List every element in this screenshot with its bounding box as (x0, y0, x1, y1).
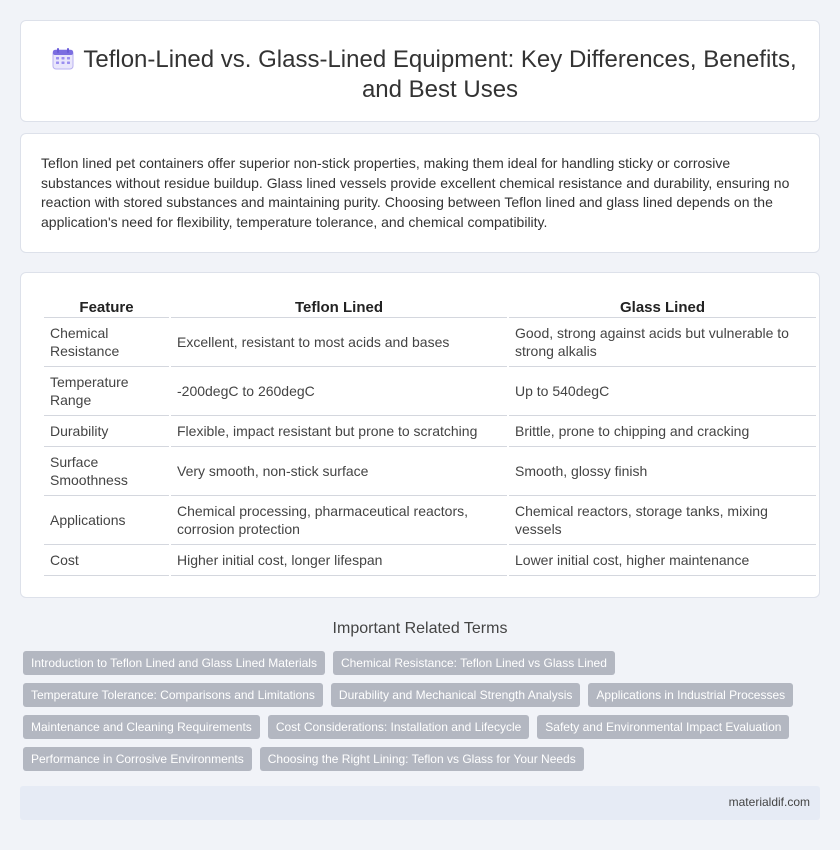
related-terms-list (23, 651, 813, 779)
table-row (44, 447, 816, 496)
related-term-tag[interactable]: Temperature Tolerance: Comparisons and Limitations (23, 683, 323, 707)
related-term-tag[interactable]: Maintenance and Cleaning Requirements (23, 715, 260, 739)
table-row (44, 318, 816, 367)
related-term-tag[interactable]: Performance in Corrosive Environments (23, 747, 252, 771)
related-term-tag[interactable]: Applications in Industrial Processes (588, 683, 793, 707)
column-header-teflon: Teflon Lined (171, 296, 507, 318)
glass-cell: Chemical reactors, storage tanks, mixing vessels (509, 496, 816, 545)
table-row (44, 496, 816, 545)
teflon-cell: Flexible, impact resistant but prone to scratching (171, 416, 507, 447)
feature-cell: Applications (44, 496, 169, 545)
teflon-cell: -200degC to 260degC (171, 367, 507, 416)
feature-cell: Temperature Range (44, 367, 169, 416)
related-terms-title: Important Related Terms (332, 620, 508, 637)
table-row (44, 416, 816, 447)
related-term-tag[interactable]: Choosing the Right Lining: Teflon vs Glass for Your Needs (260, 747, 584, 771)
header-card (20, 20, 820, 122)
related-term-tag[interactable]: Chemical Resistance: Teflon Lined vs Glass Lined (333, 651, 615, 675)
related-term-tag[interactable]: Durability and Mechanical Strength Analysis (331, 683, 580, 707)
comparison-table (42, 296, 818, 576)
table-row (44, 367, 816, 416)
related-term-tag[interactable]: Safety and Environmental Impact Evaluation (537, 715, 789, 739)
page-title: Teflon-Lined vs. Glass-Lined Equipment: Key Differences, Benefits, and Best Uses (83, 46, 797, 103)
glass-cell: Up to 540degC (509, 367, 816, 416)
glass-cell: Smooth, glossy finish (509, 447, 816, 496)
feature-cell: Surface Smoothness (44, 447, 169, 496)
comparison-table-card (20, 272, 820, 598)
feature-cell: Cost (44, 545, 169, 576)
related-term-tag[interactable]: Cost Considerations: Installation and Lifecycle (268, 715, 529, 739)
column-header-glass: Glass Lined (509, 296, 816, 318)
intro-card (20, 133, 820, 253)
table-row (44, 545, 816, 576)
teflon-cell: Higher initial cost, longer lifespan (171, 545, 507, 576)
footer (20, 786, 820, 820)
column-header-feature: Feature (44, 296, 169, 318)
feature-cell: Durability (44, 416, 169, 447)
teflon-cell: Excellent, resistant to most acids and bases (171, 318, 507, 367)
glass-cell: Lower initial cost, higher maintenance (509, 545, 816, 576)
glass-cell: Brittle, prone to chipping and cracking (509, 416, 816, 447)
intro-text: Teflon lined pet containers offer superior non-stick properties, making them ideal for handling sticky or corrosive substances without residue buildup. Glass lined vessels provide excellent chemical resistance and durability, ensuring no reaction with stored substances and maintaining purity. Choosing between Teflon lined and glass lined depends on the application's need for flexibility, temperature tolerance, and chemical compatibility. (41, 155, 790, 230)
teflon-cell: Chemical processing, pharmaceutical reactors, corrosion protection (171, 496, 507, 545)
related-term-tag[interactable]: Introduction to Teflon Lined and Glass Lined Materials (23, 651, 325, 675)
teflon-cell: Very smooth, non-stick surface (171, 447, 507, 496)
feature-cell: Chemical Resistance (44, 318, 169, 367)
glass-cell: Good, strong against acids but vulnerable to strong alkalis (509, 318, 816, 367)
footer-site-link[interactable]: materialdif.com (728, 795, 810, 809)
